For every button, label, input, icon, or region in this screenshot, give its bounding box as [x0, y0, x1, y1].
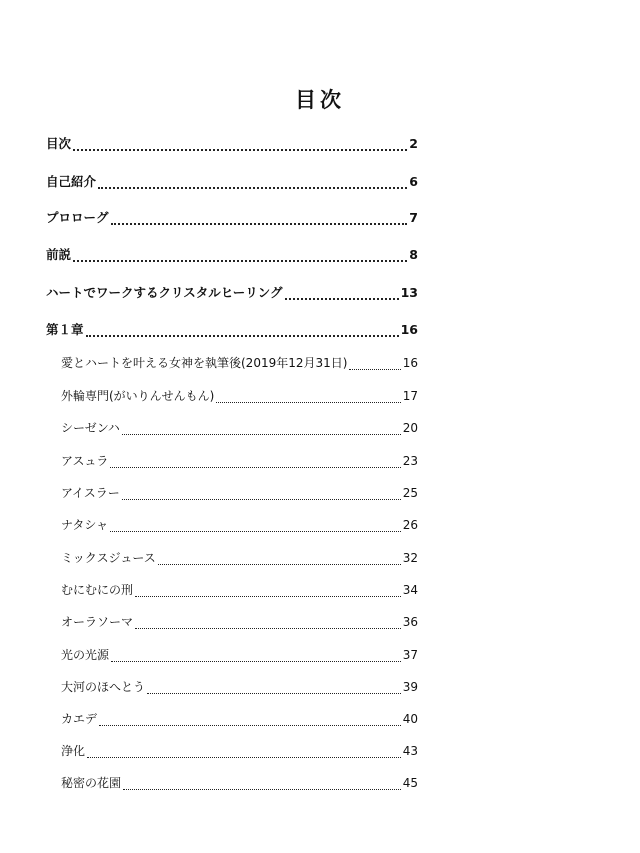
toc-entry-label: 浄化	[61, 744, 86, 758]
toc-entry[interactable]	[61, 645, 418, 665]
toc-entry-page-number: 16	[402, 356, 418, 370]
toc-entry-label: 自己紹介	[46, 174, 97, 189]
toc-entry[interactable]	[61, 548, 418, 568]
toc-entry[interactable]	[61, 580, 418, 600]
toc-entry-label: 光の光源	[61, 648, 110, 662]
toc-entry-page-number: 17	[402, 389, 418, 403]
dot-leader	[216, 402, 400, 403]
dot-leader	[86, 335, 399, 337]
toc-entry[interactable]	[46, 134, 418, 154]
toc-entry[interactable]	[61, 773, 418, 793]
dot-leader	[135, 596, 401, 597]
toc-entry-label: ミックスジュース	[61, 551, 156, 565]
toc-entry-label: むにむにの刑	[61, 583, 134, 597]
dot-leader	[158, 564, 401, 565]
toc-entry[interactable]	[61, 709, 418, 729]
toc-entry-label: 目次	[46, 136, 72, 151]
toc-entry-page-number: 39	[402, 680, 418, 694]
toc-entry[interactable]	[46, 320, 418, 340]
toc-entry-label: 秘密の花園	[61, 776, 122, 790]
toc-entry-page-number: 25	[402, 486, 418, 500]
dot-leader	[135, 628, 401, 629]
toc-entry-page-number: 32	[402, 551, 418, 565]
toc-entry-page-number: 8	[409, 247, 418, 262]
toc-entry-label: ナタシャ	[61, 518, 109, 532]
dot-leader	[122, 434, 401, 435]
toc-entry[interactable]	[61, 612, 418, 632]
toc-entry[interactable]	[46, 245, 418, 265]
dot-leader	[147, 693, 401, 694]
toc-entry[interactable]	[61, 353, 418, 373]
dot-leader	[122, 499, 401, 500]
toc-entry-page-number: 43	[402, 744, 418, 758]
toc-entry-label: アスュラ	[61, 454, 109, 468]
toc-entry-page-number: 40	[402, 712, 418, 726]
toc-entry-label: 第１章	[46, 322, 84, 337]
dot-leader	[98, 187, 407, 189]
toc-entry-page-number: 20	[402, 421, 418, 435]
toc-entry-page-number: 26	[402, 518, 418, 532]
toc-entry-page-number: 13	[400, 285, 418, 300]
toc-entry-page-number: 37	[402, 648, 418, 662]
dot-leader	[99, 725, 401, 726]
toc-entry-page-number: 23	[402, 454, 418, 468]
toc-entry[interactable]	[61, 483, 418, 503]
dot-leader	[110, 467, 400, 468]
toc-entry[interactable]	[46, 172, 418, 192]
toc-entry-page-number: 6	[409, 174, 418, 189]
toc-entry[interactable]	[61, 677, 418, 697]
toc-entry[interactable]	[61, 515, 418, 535]
toc-entry-label: カエデ	[61, 712, 98, 726]
dot-leader	[87, 757, 401, 758]
dot-leader	[73, 149, 407, 151]
toc-entry-label: プロローグ	[46, 210, 109, 225]
toc-entry[interactable]	[46, 208, 418, 228]
dot-leader	[111, 661, 401, 662]
toc-entry-label: 大河のほへとう	[61, 680, 146, 694]
toc-entry-label: 外輪専門(がいりんせんもん)	[61, 389, 215, 403]
toc-entry-label: アイスラー	[61, 486, 120, 500]
toc-entry-label: オーラソーマ	[61, 615, 134, 629]
dot-leader	[111, 223, 408, 225]
toc-title: 目次	[295, 88, 345, 112]
toc-entry-page-number: 7	[409, 210, 418, 225]
toc-entry[interactable]	[61, 418, 418, 438]
toc-entry[interactable]	[61, 741, 418, 761]
dot-leader	[349, 369, 400, 370]
toc-entry-page-number: 2	[409, 136, 418, 151]
dot-leader	[110, 531, 401, 532]
toc-entry[interactable]	[46, 283, 418, 303]
toc-entry[interactable]	[61, 451, 418, 471]
toc-entry-label: 愛とハートを叶える女神を執筆後(2019年12月31日)	[61, 356, 348, 370]
dot-leader	[285, 298, 399, 300]
toc-entry[interactable]	[61, 386, 418, 406]
toc-entry-label: ハートでワークするクリスタルヒーリング	[46, 285, 283, 300]
toc-entry-page-number: 36	[402, 615, 418, 629]
dot-leader	[123, 789, 401, 790]
toc-entry-page-number: 34	[402, 583, 418, 597]
dot-leader	[73, 260, 407, 262]
toc-entry-page-number: 45	[402, 776, 418, 790]
toc-entry-page-number: 16	[400, 322, 418, 337]
toc-entry-label: シーゼンハ	[61, 421, 120, 435]
toc-entry-label: 前説	[46, 247, 72, 262]
